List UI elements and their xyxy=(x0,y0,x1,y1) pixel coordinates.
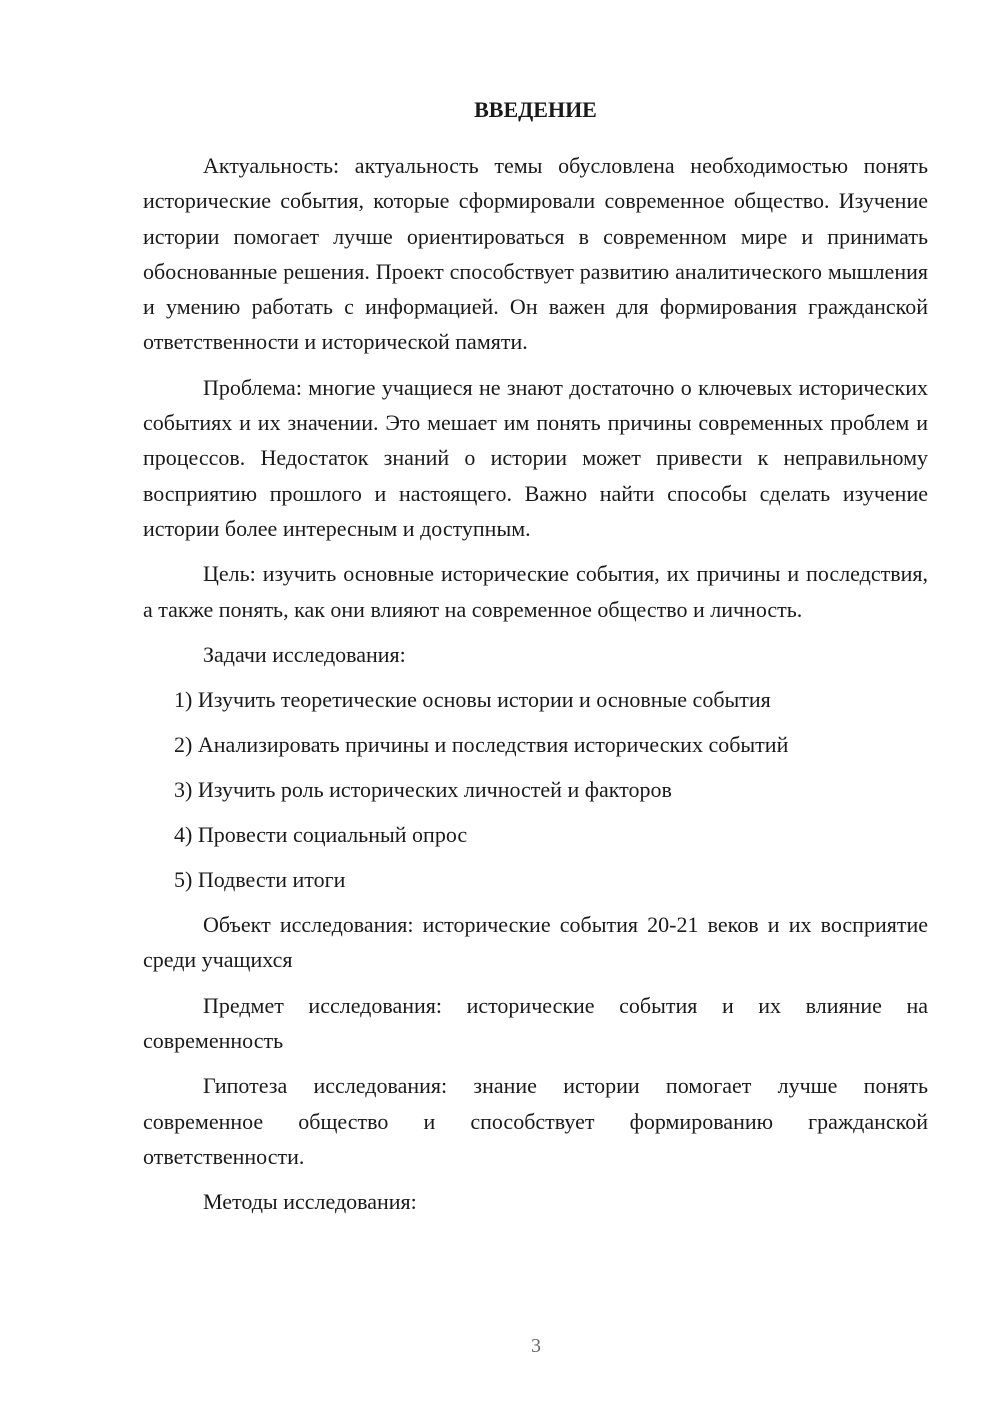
goal-paragraph: Цель: изучить основные исторические события, их причины и последствия, а также понять, как они влияют на современное общество и личность. xyxy=(143,561,928,622)
document-page xyxy=(143,96,928,1220)
problem-paragraph: Проблема: многие учащиеся не знают достаточно о ключевых исторических событиях и их значении. Это мешает им понять причины современных проблем и процессов. Недостаток знаний о истории может привести к неправильному восприятию прошлого и настоящего. Важно найти способы сделать изучение истории более интересным и доступным. xyxy=(143,374,928,541)
methods-heading: Методы исследования: xyxy=(203,1189,417,1215)
page-title: ВВЕДЕНИЕ xyxy=(474,97,597,122)
subject-paragraph: Предмет исследования: исторические события и их влияние на современность xyxy=(143,992,928,1054)
list-item: 5) Подвести итоги xyxy=(174,867,346,893)
hypothesis-paragraph: Гипотеза исследования: знание истории помогает лучше понять современное общество и способствует формированию гражданской ответственности. xyxy=(143,1073,928,1169)
list-item: 3) Изучить роль исторических личностей и факторов xyxy=(174,777,672,803)
tasks-heading: Задачи исследования: xyxy=(203,641,406,667)
page-number: 3 xyxy=(531,1335,541,1357)
relevance-paragraph: Актуальность: актуальность темы обусловлена необходимостью понять исторические события, которые сформировали современное общество. Изучение истории помогает лучше ориентироваться в современном мире и принимать обоснованные решения. Проект способствует развитию аналитического мышления и умению работать с информацией. Он важен для формирования гражданской ответственности и исторической памяти. xyxy=(143,153,928,355)
object-paragraph: Объект исследования: исторические события 20-21 веков и их восприятие среди учащихся xyxy=(143,912,928,973)
tasks-list xyxy=(143,682,928,897)
list-item: 1) Изучить теоретические основы истории и основные события xyxy=(174,687,771,713)
list-item: 2) Анализировать причины и последствия исторических событий xyxy=(174,732,789,758)
list-item: 4) Провести социальный опрос xyxy=(174,822,468,848)
